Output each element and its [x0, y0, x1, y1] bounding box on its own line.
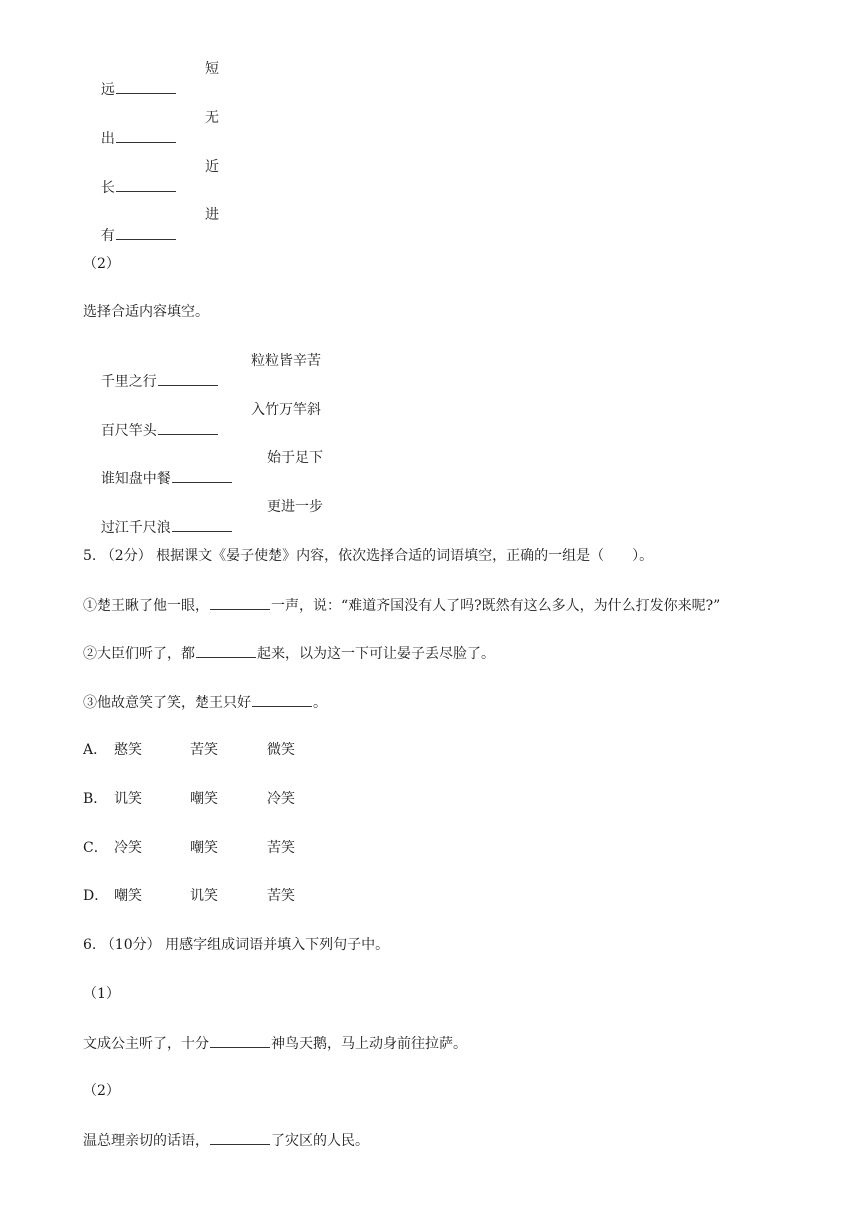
option-word: 冷笑	[114, 840, 142, 856]
pair-left: 有	[100, 228, 115, 244]
option-word: 冷笑	[267, 791, 295, 807]
option-word: 嘲笑	[190, 840, 218, 856]
q6-sentence-1	[83, 1033, 467, 1054]
answer-blank[interactable]	[158, 371, 218, 386]
option-word: 讥笑	[190, 888, 218, 904]
option-word: 苦笑	[267, 888, 295, 904]
idiom-right: 粒粒皆辛苦	[251, 353, 321, 369]
answer-blank[interactable]	[210, 1130, 270, 1145]
pair-right: 近	[205, 159, 219, 175]
q5-sentence-2	[83, 643, 495, 664]
option-word: 微笑	[267, 742, 295, 758]
sentence-text: 了灾区的人民。	[271, 1133, 369, 1149]
option-word: 嘲笑	[190, 791, 218, 807]
answer-blank[interactable]	[158, 420, 218, 435]
subquestion-label: （1）	[83, 986, 120, 1002]
idiom-right: 更进一步	[267, 499, 323, 515]
sentence-text: ①楚王瞅了他一眼，	[83, 598, 209, 614]
pair-left: 远	[100, 82, 115, 98]
answer-blank[interactable]	[252, 692, 312, 707]
answer-blank[interactable]	[172, 468, 232, 483]
sentence-text: 。	[313, 695, 327, 711]
option-word: 讥笑	[114, 791, 142, 807]
pair-right: 短	[205, 61, 219, 77]
subquestion-label: （2）	[83, 1083, 120, 1099]
question-6-stem: 6. （10分） 用感字组成词语并填入下列句子中。	[83, 937, 390, 953]
sentence-text: 一声，说：“难道齐国没有人了吗?既然有这么多人，为什么打发你来呢?”	[271, 598, 721, 614]
option-word: 憨笑	[114, 742, 142, 758]
option-letter: A．	[83, 742, 108, 758]
answer-blank[interactable]	[210, 1033, 270, 1048]
question-5-stem: 5. （2分） 根据课文《晏子使楚》内容，依次选择合适的词语填空，正确的一组是（ ）。	[83, 548, 654, 564]
idiom-right: 入竹万竿斜	[251, 402, 321, 418]
pair-left: 出	[100, 131, 115, 147]
sentence-text: 起来，以为这一下可让晏子丢尽脸了。	[257, 646, 495, 662]
option-letter: D．	[83, 888, 109, 904]
answer-blank[interactable]	[116, 177, 176, 192]
answer-blank[interactable]	[196, 643, 256, 658]
option-word: 嘲笑	[114, 888, 142, 904]
q5-sentence-3	[83, 692, 327, 713]
answer-blank[interactable]	[116, 128, 176, 143]
option-letter: B．	[83, 791, 108, 807]
q5-sentence-1	[83, 595, 720, 616]
sentence-text: 神鸟天鹅，马上动身前往拉萨。	[271, 1036, 467, 1052]
pair-right: 无	[205, 110, 219, 126]
idiom-left: 千里之行	[100, 374, 157, 390]
sentence-text: 温总理亲切的话语，	[83, 1133, 209, 1149]
option-word: 苦笑	[190, 742, 218, 758]
answer-blank[interactable]	[116, 225, 176, 240]
answer-blank[interactable]	[210, 595, 270, 610]
pair-left: 长	[100, 180, 115, 196]
q6-sentence-2	[83, 1130, 369, 1151]
idiom-left: 谁知盘中餐	[100, 471, 171, 487]
option-letter: C．	[83, 840, 108, 856]
answer-blank[interactable]	[116, 79, 176, 94]
option-word: 苦笑	[267, 840, 295, 856]
idiom-right: 始于足下	[267, 450, 323, 466]
sentence-text: 文成公主听了，十分	[83, 1036, 209, 1052]
sentence-text: ③他故意笑了笑，楚王只好	[83, 695, 251, 711]
subquestion-label: （2）	[83, 256, 120, 272]
sentence-text: ②大臣们听了，都	[83, 646, 195, 662]
idiom-left: 过江千尺浪	[100, 520, 171, 536]
answer-blank[interactable]	[172, 517, 232, 532]
pair-right: 进	[205, 207, 219, 223]
idiom-left: 百尺竿头	[100, 423, 157, 439]
instruction-text: 选择合适内容填空。	[83, 304, 209, 320]
